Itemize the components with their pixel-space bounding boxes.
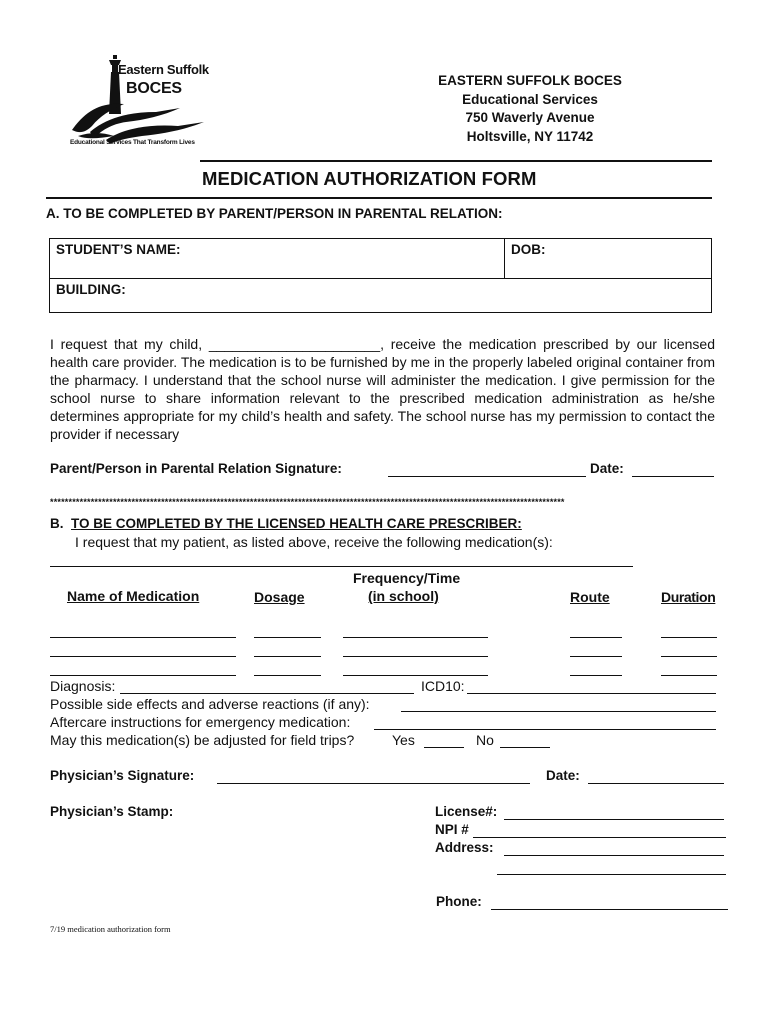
title-bottom-rule — [46, 197, 712, 199]
column-dosage: Dosage — [254, 589, 305, 605]
npi-line[interactable] — [473, 837, 726, 838]
student-name-cell[interactable] — [50, 239, 505, 279]
section-b-heading-row — [50, 516, 522, 531]
medication-row-2-frequency[interactable] — [343, 656, 488, 657]
column-duration: Duration — [661, 589, 716, 605]
physician-date-line[interactable] — [588, 783, 724, 784]
side-effects-line[interactable] — [401, 711, 716, 712]
column-route: Route — [570, 589, 610, 605]
field-trips-no-line[interactable] — [500, 747, 550, 748]
phone-line[interactable] — [491, 909, 728, 910]
medication-row-3-route[interactable] — [570, 675, 622, 676]
parent-signature-label: Parent/Person in Parental Relation Signature: — [50, 461, 342, 476]
column-frequency-line1: Frequency/Time — [353, 570, 461, 586]
section-a-heading: A. TO BE COMPLETED BY PARENT/PERSON IN PARENTAL RELATION: — [46, 206, 503, 221]
logo-name-line2: BOCES — [126, 80, 182, 97]
student-name-label: STUDENT’S NAME: — [56, 242, 181, 257]
medication-row-1-frequency[interactable] — [343, 637, 488, 638]
organization-address-block — [400, 72, 660, 146]
student-info-table — [49, 238, 712, 313]
diagnosis-line[interactable] — [120, 693, 414, 694]
npi-label: NPI # — [435, 822, 469, 837]
address-label: Address: — [435, 840, 494, 855]
header-city: Holtsville, NY 11742 — [466, 128, 594, 144]
parent-request-paragraph: I request that my child, ______________________, receive the medication prescribed by our licensed health care provider. The medication is to be furnished by me in the properly labeled original container from the pharmacy. I understand that the school nurse will administer the medication. I give permission for the school nurse to share information relevant to the prescribed medication administration as he/she determines appropriate for my child’s health and safety. The school nurse has my permission to contact the provider if necessary — [50, 336, 715, 442]
form-footer: 7/19 medication authorization form — [50, 924, 171, 934]
building-label: BUILDING: — [56, 282, 126, 297]
medication-row-1-duration[interactable] — [661, 637, 717, 638]
parent-date-line[interactable] — [632, 476, 714, 477]
column-name-of-medication: Name of Medication — [67, 588, 200, 604]
medication-row-3-duration[interactable] — [661, 675, 717, 676]
medication-row-2-dosage[interactable] — [254, 656, 321, 657]
physician-signature-label: Physician’s Signature: — [50, 768, 195, 783]
medication-row-3-frequency[interactable] — [343, 675, 488, 676]
section-b-heading: TO BE COMPLETED BY THE LICENSED HEALTH CARE PRESCRIBER: — [71, 516, 522, 531]
address-line-2[interactable] — [497, 874, 726, 875]
aftercare-line[interactable] — [374, 729, 716, 730]
column-frequency-line2: (in school) — [368, 588, 439, 604]
logo-tagline: Educational Services That Transform Lives — [70, 139, 195, 146]
address-line-1[interactable] — [504, 855, 724, 856]
medication-row-2-route[interactable] — [570, 656, 622, 657]
aftercare-label: Aftercare instructions for emergency medication: — [50, 714, 351, 730]
medication-row-3-name[interactable] — [50, 675, 236, 676]
icd10-line[interactable] — [467, 693, 716, 694]
physician-date-label: Date: — [546, 768, 580, 783]
form-title: MEDICATION AUTHORIZATION FORM — [202, 168, 537, 189]
icd10-label: ICD10: — [421, 678, 465, 694]
parent-signature-line[interactable] — [388, 476, 586, 477]
logo-name-line1: Eastern Suffolk — [118, 62, 209, 77]
license-line[interactable] — [504, 819, 724, 820]
header-org-name: EASTERN SUFFOLK BOCES — [438, 73, 622, 88]
field-trips-no-label: No — [476, 732, 494, 748]
medication-row-3-dosage[interactable] — [254, 675, 321, 676]
title-top-rule — [200, 160, 712, 162]
parent-date-label: Date: — [590, 461, 624, 476]
diagnosis-label: Diagnosis: — [50, 678, 116, 694]
building-cell[interactable] — [50, 279, 712, 313]
license-label: License#: — [435, 804, 498, 819]
dob-cell[interactable] — [505, 239, 712, 279]
header-street: 750 Waverly Avenue — [465, 110, 595, 125]
field-trips-yes-line[interactable] — [424, 747, 464, 748]
physician-stamp-label: Physician’s Stamp: — [50, 804, 174, 819]
prescriber-request-line[interactable] — [50, 566, 633, 567]
section-separator: ******************************************************************************************************************************************* — [50, 497, 565, 507]
section-b-prefix: B. — [50, 516, 72, 531]
medication-row-2-name[interactable] — [50, 656, 236, 657]
dob-label: DOB: — [511, 242, 546, 257]
side-effects-label: Possible side effects and adverse reactions (if any): — [50, 696, 370, 712]
boces-logo — [66, 52, 209, 150]
medication-row-1-name[interactable] — [50, 637, 236, 638]
medication-row-1-route[interactable] — [570, 637, 622, 638]
medication-row-2-duration[interactable] — [661, 656, 717, 657]
prescriber-request-text: I request that my patient, as listed above, receive the following medication(s): — [75, 534, 553, 550]
physician-signature-line[interactable] — [217, 783, 530, 784]
field-trips-yes-label: Yes — [392, 732, 415, 748]
phone-label: Phone: — [436, 894, 482, 909]
field-trips-label: May this medication(s) be adjusted for field trips? — [50, 732, 355, 748]
header-dept: Educational Services — [462, 91, 598, 107]
medication-row-1-dosage[interactable] — [254, 637, 321, 638]
